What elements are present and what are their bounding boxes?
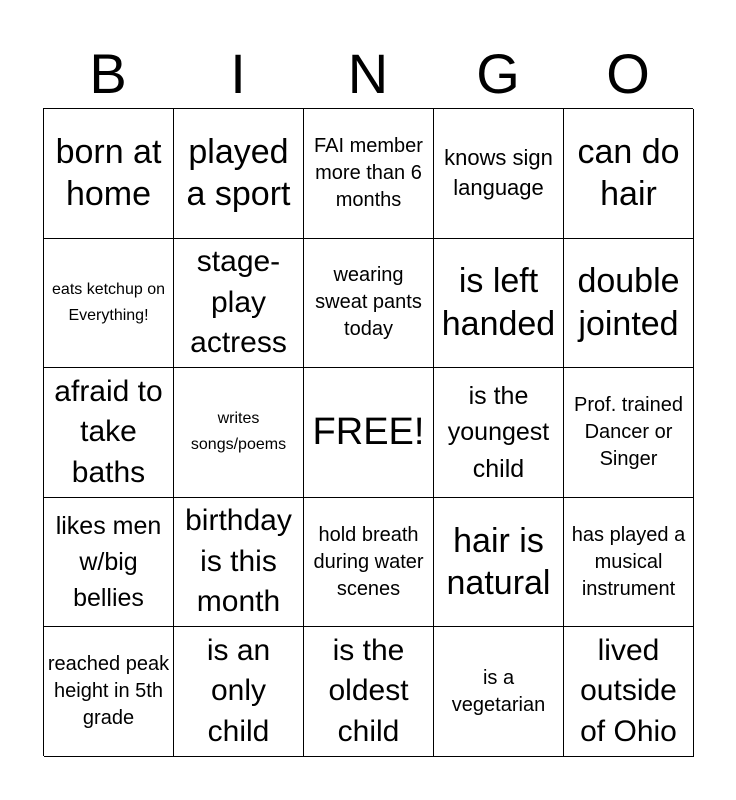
header-letter-n: N (347, 42, 389, 105)
free-space-cell[interactable] (304, 368, 434, 498)
free-space-label: FREE! (312, 410, 425, 453)
bingo-cell-label: knows sign language (444, 144, 553, 201)
bingo-cell[interactable] (434, 627, 564, 757)
bingo-cell[interactable] (304, 239, 434, 369)
bingo-board (43, 108, 693, 756)
bingo-cell-label: birthday is this month (185, 504, 292, 619)
bingo-cell-label: FAI member more than 6 months (314, 134, 423, 211)
bingo-cell-label: hold breath during water scenes (313, 523, 424, 600)
bingo-cell[interactable] (174, 239, 304, 369)
bingo-cell[interactable] (434, 239, 564, 369)
bingo-cell[interactable] (434, 368, 564, 498)
bingo-cell[interactable] (174, 627, 304, 757)
bingo-cell-label: writes songs/poems (190, 410, 287, 454)
bingo-cell[interactable] (304, 627, 434, 757)
bingo-cell[interactable] (434, 109, 564, 239)
bingo-cell[interactable] (44, 627, 174, 757)
bingo-cell[interactable] (44, 109, 174, 239)
bingo-cell-label: is left handed (441, 262, 556, 343)
bingo-cell[interactable] (564, 368, 694, 498)
bingo-cell[interactable] (564, 627, 694, 757)
bingo-cell-label: is a vegetarian (451, 666, 546, 716)
bingo-cell-label: is the youngest child (447, 382, 550, 483)
bingo-cell[interactable] (174, 368, 304, 498)
bingo-cell[interactable] (44, 368, 174, 498)
bingo-cell-label: lived outside of Ohio (580, 633, 677, 748)
bingo-cell-label: afraid to take baths (54, 374, 163, 489)
bingo-header (43, 40, 693, 108)
header-letter-g: G (476, 42, 520, 105)
bingo-cell[interactable] (174, 498, 304, 628)
bingo-cell-label: stage-play actress (190, 245, 287, 360)
bingo-cell-label: likes men w/big bellies (55, 511, 162, 613)
bingo-cell-label: played a sport (186, 132, 291, 214)
bingo-cell[interactable] (564, 498, 694, 628)
bingo-cell[interactable] (434, 498, 564, 628)
bingo-cell[interactable] (564, 109, 694, 239)
bingo-cell[interactable] (564, 239, 694, 369)
bingo-cell[interactable] (174, 109, 304, 239)
bingo-cell-label: double jointed (577, 262, 680, 343)
bingo-cell[interactable] (44, 239, 174, 369)
header-letter-i: I (230, 42, 246, 105)
bingo-cell-label: wearing sweat pants today (315, 264, 422, 341)
bingo-cell-label: Prof. trained Dancer or Singer (574, 393, 683, 470)
bingo-cell-label: is an only child (206, 633, 271, 748)
bingo-cell-label: reached peak height in 5th grade (47, 653, 170, 730)
header-letter-b: B (89, 42, 127, 105)
header-letter-o: O (606, 42, 650, 105)
bingo-cell-label: born at home (55, 132, 162, 214)
bingo-cell-label: eats ketchup on Everything! (52, 280, 165, 324)
bingo-cell[interactable] (304, 498, 434, 628)
bingo-cell[interactable] (304, 109, 434, 239)
bingo-cell[interactable] (44, 498, 174, 628)
bingo-cell-label: hair is natural (446, 521, 551, 603)
bingo-cell-label: can do hair (577, 132, 680, 214)
bingo-cell-label: has played a musical instrument (571, 523, 686, 600)
bingo-cell-label: is the oldest child (328, 633, 409, 748)
